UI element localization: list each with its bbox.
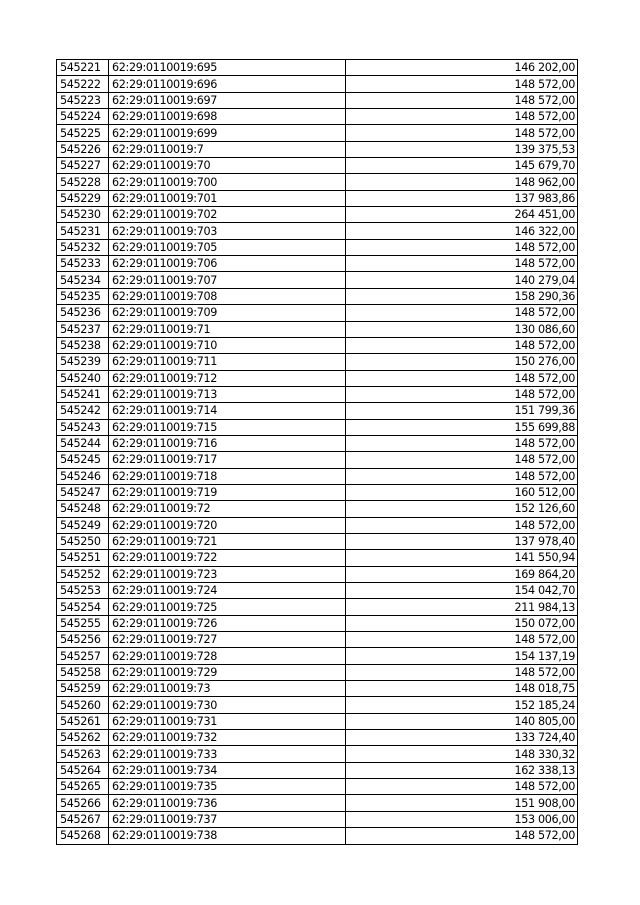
- table-row: [57, 92, 578, 108]
- cadastral-value-cell: 130 086,60: [346, 321, 578, 337]
- cadastral-value-cell: 145 679,70: [346, 158, 578, 174]
- row-id-cell: 545231: [57, 223, 109, 239]
- row-id-cell: 545245: [57, 452, 109, 468]
- cadastral-number-cell: 62:29:0110019:70: [109, 158, 346, 174]
- cadastral-value-cell: 148 572,00: [346, 468, 578, 484]
- cadastral-number-cell: 62:29:0110019:714: [109, 403, 346, 419]
- cadastral-number-cell: 62:29:0110019:721: [109, 533, 346, 549]
- cadastral-number-cell: 62:29:0110019:736: [109, 795, 346, 811]
- cadastral-number-cell: 62:29:0110019:730: [109, 697, 346, 713]
- table-row: [57, 632, 578, 648]
- table-row: [57, 697, 578, 713]
- cadastral-number-cell: 62:29:0110019:709: [109, 305, 346, 321]
- table-row: [57, 288, 578, 304]
- cadastral-number-cell: 62:29:0110019:700: [109, 174, 346, 190]
- cadastral-value-cell: 154 137,19: [346, 648, 578, 664]
- row-id-cell: 545257: [57, 648, 109, 664]
- cadastral-value-cell: 146 322,00: [346, 223, 578, 239]
- cadastral-number-cell: 62:29:0110019:73: [109, 681, 346, 697]
- cadastral-value-cell: 150 276,00: [346, 354, 578, 370]
- row-id-cell: 545262: [57, 730, 109, 746]
- cadastral-number-cell: 62:29:0110019:731: [109, 713, 346, 729]
- cadastral-number-cell: 62:29:0110019:728: [109, 648, 346, 664]
- cadastral-value-cell: 151 908,00: [346, 795, 578, 811]
- cadastral-value-cell: 141 550,94: [346, 550, 578, 566]
- cadastral-number-cell: 62:29:0110019:696: [109, 76, 346, 92]
- row-id-cell: 545249: [57, 517, 109, 533]
- table-row: [57, 664, 578, 680]
- row-id-cell: 545260: [57, 697, 109, 713]
- cadastral-number-cell: 62:29:0110019:715: [109, 419, 346, 435]
- cadastral-value-cell: 152 185,24: [346, 697, 578, 713]
- cadastral-value-cell: 148 572,00: [346, 305, 578, 321]
- row-id-cell: 545237: [57, 321, 109, 337]
- table-row: [57, 305, 578, 321]
- table-row: [57, 256, 578, 272]
- table-row: [57, 468, 578, 484]
- row-id-cell: 545227: [57, 158, 109, 174]
- cadastral-number-cell: 62:29:0110019:710: [109, 337, 346, 353]
- cadastral-number-cell: 62:29:0110019:716: [109, 435, 346, 451]
- cadastral-value-cell: 148 572,00: [346, 632, 578, 648]
- table-row: [57, 321, 578, 337]
- row-id-cell: 545236: [57, 305, 109, 321]
- row-id-cell: 545224: [57, 109, 109, 125]
- table-row: [57, 174, 578, 190]
- table-row: [57, 386, 578, 402]
- cadastral-value-cell: 151 799,36: [346, 403, 578, 419]
- cadastral-value-cell: 150 072,00: [346, 615, 578, 631]
- cadastral-number-cell: 62:29:0110019:711: [109, 354, 346, 370]
- cadastral-number-cell: 62:29:0110019:712: [109, 370, 346, 386]
- row-id-cell: 545243: [57, 419, 109, 435]
- row-id-cell: 545229: [57, 190, 109, 206]
- cadastral-number-cell: 62:29:0110019:719: [109, 484, 346, 500]
- table-row: [57, 207, 578, 223]
- cadastral-value-cell: 148 962,00: [346, 174, 578, 190]
- table-row: [57, 452, 578, 468]
- table-row: [57, 648, 578, 664]
- row-id-cell: 545228: [57, 174, 109, 190]
- row-id-cell: 545232: [57, 239, 109, 255]
- row-id-cell: 545256: [57, 632, 109, 648]
- table-row: [57, 337, 578, 353]
- table-row: [57, 730, 578, 746]
- table-row: [57, 566, 578, 582]
- cadastral-number-cell: 62:29:0110019:737: [109, 811, 346, 827]
- row-id-cell: 545251: [57, 550, 109, 566]
- row-id-cell: 545223: [57, 92, 109, 108]
- table-row: [57, 370, 578, 386]
- table-row: [57, 141, 578, 157]
- cadastral-value-cell: 146 202,00: [346, 60, 578, 76]
- row-id-cell: 545264: [57, 762, 109, 778]
- cadastral-value-cell: 154 042,70: [346, 583, 578, 599]
- table-row: [57, 615, 578, 631]
- table-body: [57, 60, 578, 845]
- table-row: [57, 501, 578, 517]
- table-row: [57, 811, 578, 827]
- row-id-cell: 545268: [57, 828, 109, 844]
- table-row: [57, 599, 578, 615]
- cadastral-number-cell: 62:29:0110019:735: [109, 779, 346, 795]
- cadastral-number-cell: 62:29:0110019:713: [109, 386, 346, 402]
- cadastral-number-cell: 62:29:0110019:72: [109, 501, 346, 517]
- cadastral-value-cell: 162 338,13: [346, 762, 578, 778]
- table-row: [57, 746, 578, 762]
- row-id-cell: 545263: [57, 746, 109, 762]
- cadastral-number-cell: 62:29:0110019:733: [109, 746, 346, 762]
- cadastral-value-cell: 148 572,00: [346, 92, 578, 108]
- cadastral-value-cell: 158 290,36: [346, 288, 578, 304]
- cadastral-value-cell: 153 006,00: [346, 811, 578, 827]
- cadastral-value-cell: 148 572,00: [346, 76, 578, 92]
- cadastral-number-cell: 62:29:0110019:697: [109, 92, 346, 108]
- row-id-cell: 545230: [57, 207, 109, 223]
- cadastral-number-cell: 62:29:0110019:722: [109, 550, 346, 566]
- cadastral-number-cell: 62:29:0110019:734: [109, 762, 346, 778]
- row-id-cell: 545259: [57, 681, 109, 697]
- table-row: [57, 795, 578, 811]
- table-row: [57, 779, 578, 795]
- table-row: [57, 190, 578, 206]
- cadastral-number-cell: 62:29:0110019:698: [109, 109, 346, 125]
- table-row: [57, 125, 578, 141]
- table-row: [57, 828, 578, 844]
- table-row: [57, 223, 578, 239]
- cadastral-number-cell: 62:29:0110019:708: [109, 288, 346, 304]
- row-id-cell: 545253: [57, 583, 109, 599]
- row-id-cell: 545265: [57, 779, 109, 795]
- cadastral-value-cell: 148 330,32: [346, 746, 578, 762]
- cadastral-number-cell: 62:29:0110019:727: [109, 632, 346, 648]
- cadastral-value-cell: 148 572,00: [346, 828, 578, 844]
- cadastral-value-cell: 148 572,00: [346, 386, 578, 402]
- table-row: [57, 76, 578, 92]
- row-id-cell: 545221: [57, 60, 109, 76]
- row-id-cell: 545233: [57, 256, 109, 272]
- cadastral-number-cell: 62:29:0110019:703: [109, 223, 346, 239]
- cadastral-number-cell: 62:29:0110019:732: [109, 730, 346, 746]
- row-id-cell: 545250: [57, 533, 109, 549]
- cadastral-value-cell: 148 572,00: [346, 239, 578, 255]
- cadastral-value-cell: 148 572,00: [346, 779, 578, 795]
- row-id-cell: 545235: [57, 288, 109, 304]
- table-row: [57, 713, 578, 729]
- row-id-cell: 545226: [57, 141, 109, 157]
- table-row: [57, 109, 578, 125]
- row-id-cell: 545252: [57, 566, 109, 582]
- cadastral-value-cell: 133 724,40: [346, 730, 578, 746]
- table-row: [57, 158, 578, 174]
- cadastral-value-cell: 148 572,00: [346, 337, 578, 353]
- row-id-cell: 545267: [57, 811, 109, 827]
- cadastral-number-cell: 62:29:0110019:699: [109, 125, 346, 141]
- row-id-cell: 545238: [57, 337, 109, 353]
- row-id-cell: 545261: [57, 713, 109, 729]
- row-id-cell: 545225: [57, 125, 109, 141]
- row-id-cell: 545247: [57, 484, 109, 500]
- table-row: [57, 239, 578, 255]
- cadastral-number-cell: 62:29:0110019:707: [109, 272, 346, 288]
- cadastral-number-cell: 62:29:0110019:725: [109, 599, 346, 615]
- cadastral-number-cell: 62:29:0110019:717: [109, 452, 346, 468]
- table-row: [57, 272, 578, 288]
- row-id-cell: 545248: [57, 501, 109, 517]
- row-id-cell: 545242: [57, 403, 109, 419]
- table-row: [57, 517, 578, 533]
- table-row: [57, 419, 578, 435]
- cadastral-value-cell: 139 375,53: [346, 141, 578, 157]
- cadastral-number-cell: 62:29:0110019:71: [109, 321, 346, 337]
- cadastral-value-cell: 148 572,00: [346, 125, 578, 141]
- cadastral-value-cell: 140 805,00: [346, 713, 578, 729]
- table-row: [57, 681, 578, 697]
- table-row: [57, 583, 578, 599]
- row-id-cell: 545246: [57, 468, 109, 484]
- cadastral-value-cell: 211 984,13: [346, 599, 578, 615]
- cadastral-number-cell: 62:29:0110019:723: [109, 566, 346, 582]
- cadastral-value-cell: 148 572,00: [346, 256, 578, 272]
- cadastral-value-cell: 137 978,40: [346, 533, 578, 549]
- table-row: [57, 550, 578, 566]
- table-row: [57, 435, 578, 451]
- row-id-cell: 545266: [57, 795, 109, 811]
- cadastral-value-table: [56, 59, 578, 845]
- row-id-cell: 545240: [57, 370, 109, 386]
- row-id-cell: 545254: [57, 599, 109, 615]
- cadastral-number-cell: 62:29:0110019:726: [109, 615, 346, 631]
- row-id-cell: 545239: [57, 354, 109, 370]
- cadastral-value-cell: 148 572,00: [346, 109, 578, 125]
- table-row: [57, 762, 578, 778]
- cadastral-value-cell: 140 279,04: [346, 272, 578, 288]
- cadastral-value-cell: 137 983,86: [346, 190, 578, 206]
- cadastral-value-cell: 148 572,00: [346, 370, 578, 386]
- cadastral-value-cell: 148 572,00: [346, 435, 578, 451]
- cadastral-number-cell: 62:29:0110019:720: [109, 517, 346, 533]
- cadastral-number-cell: 62:29:0110019:7: [109, 141, 346, 157]
- cadastral-number-cell: 62:29:0110019:702: [109, 207, 346, 223]
- cadastral-value-cell: 264 451,00: [346, 207, 578, 223]
- cadastral-value-cell: 148 572,00: [346, 452, 578, 468]
- table-row: [57, 484, 578, 500]
- cadastral-value-cell: 148 572,00: [346, 517, 578, 533]
- cadastral-number-cell: 62:29:0110019:724: [109, 583, 346, 599]
- cadastral-number-cell: 62:29:0110019:701: [109, 190, 346, 206]
- cadastral-number-cell: 62:29:0110019:706: [109, 256, 346, 272]
- cadastral-number-cell: 62:29:0110019:718: [109, 468, 346, 484]
- cadastral-value-cell: 148 018,75: [346, 681, 578, 697]
- cadastral-value-cell: 160 512,00: [346, 484, 578, 500]
- cadastral-value-cell: 169 864,20: [346, 566, 578, 582]
- cadastral-number-cell: 62:29:0110019:695: [109, 60, 346, 76]
- row-id-cell: 545241: [57, 386, 109, 402]
- cadastral-value-cell: 155 699,88: [346, 419, 578, 435]
- row-id-cell: 545258: [57, 664, 109, 680]
- cadastral-number-cell: 62:29:0110019:705: [109, 239, 346, 255]
- cadastral-number-cell: 62:29:0110019:738: [109, 828, 346, 844]
- table-row: [57, 60, 578, 76]
- cadastral-number-cell: 62:29:0110019:729: [109, 664, 346, 680]
- row-id-cell: 545234: [57, 272, 109, 288]
- table-row: [57, 354, 578, 370]
- cadastral-value-cell: 152 126,60: [346, 501, 578, 517]
- row-id-cell: 545244: [57, 435, 109, 451]
- row-id-cell: 545222: [57, 76, 109, 92]
- row-id-cell: 545255: [57, 615, 109, 631]
- cadastral-value-cell: 148 572,00: [346, 664, 578, 680]
- table-row: [57, 533, 578, 549]
- table-row: [57, 403, 578, 419]
